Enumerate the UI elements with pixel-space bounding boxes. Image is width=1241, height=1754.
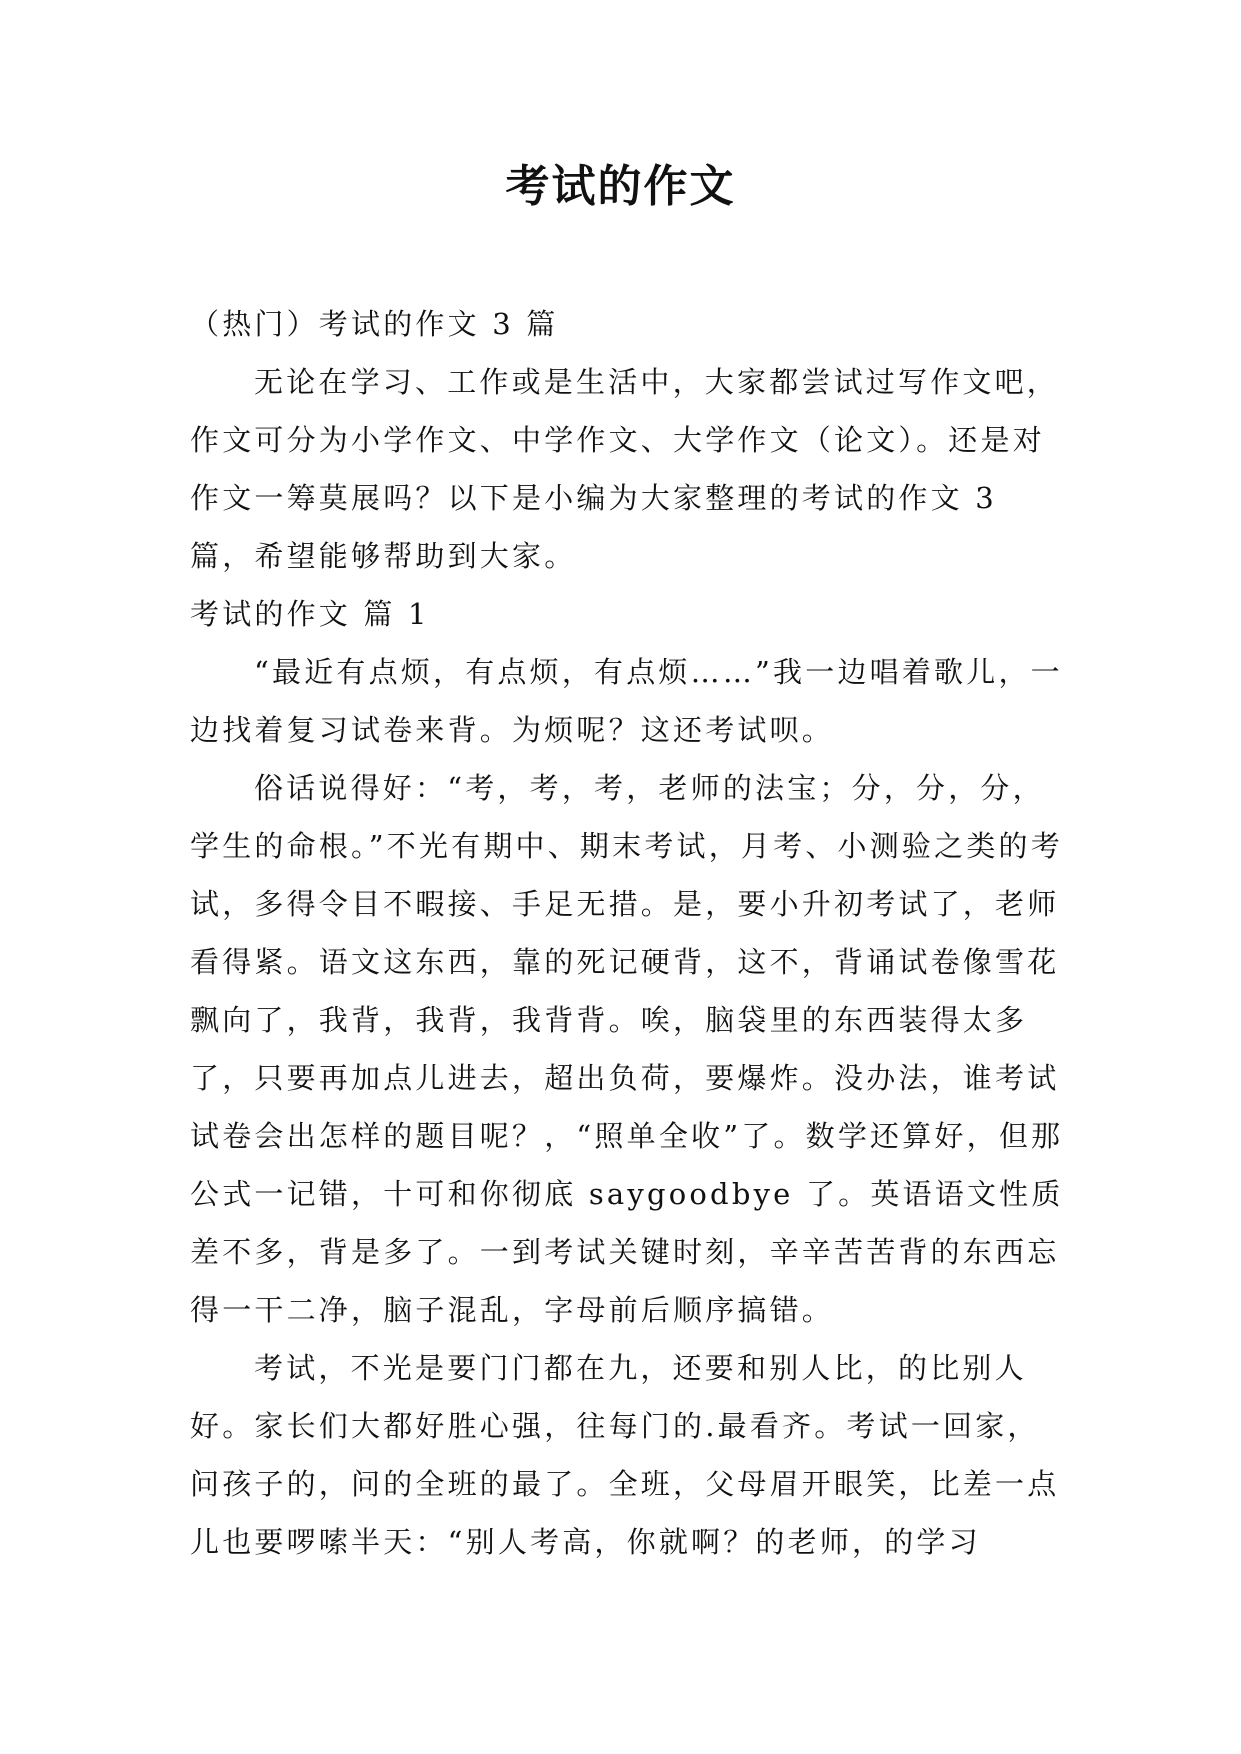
body-paragraph-2: 俗话说得好：“考，考，考，老师的法宝；分，分，分，学生的命根。”不光有期中、期末考试，月考、小测验之类的考试，多得令目不暇接、手足无措。是，要小升初考试了，老师看得紧。语文这东西，靠的死记硬背，这不，背诵试卷像雪花飘向了，我背，我背，我背背。唉，脑袋里的东西装得太多了，只要再加点儿进去，超出负荷，要爆炸。没办法，谁考试试卷会出怎样的题目呢？，“照单全收”了。数学还算好，但那公式一记错，十可和你彻底 saygoodbye 了。英语语文性质差不多，背是多了。一到考试关键时刻，辛辛苦苦背的东西忘得一干二净，脑子混乱，字母前后顺序搞错。 [190,771,1064,1327]
body-paragraph-3: 考试，不光是要门门都在九，还要和别人比，的比别人好。家长们大都好胜心强，往每门的.最看齐。考试一回家，问孩子的，问的全班的最了。全班，父母眉开眼笑，比差一点儿也要啰嗦半天：“别人考高，你就啊？的老师，的学习 [190,1351,1060,1559]
body-paragraph-1: “最近有点烦，有点烦，有点烦……”我一边唱着歌儿，一边找着复习试卷来背。为烦呢？这还考试呗。 [190,655,1063,747]
intro-paragraph: 无论在学习、工作或是生活中，大家都尝试过写作文吧，作文可分为小学作文、中学作文、大学作文（论文）。还是对作文一筹莫展吗？以下是小编为大家整理的考试的作文 3 篇，希望能够帮助到大家。 [190,365,1060,573]
document-title: 考试的作文 [505,161,736,212]
subtitle: （热门）考试的作文 3 篇 [190,307,559,341]
section-heading: 考试的作文 篇 1 [190,597,430,631]
document-body [190,295,1070,1571]
